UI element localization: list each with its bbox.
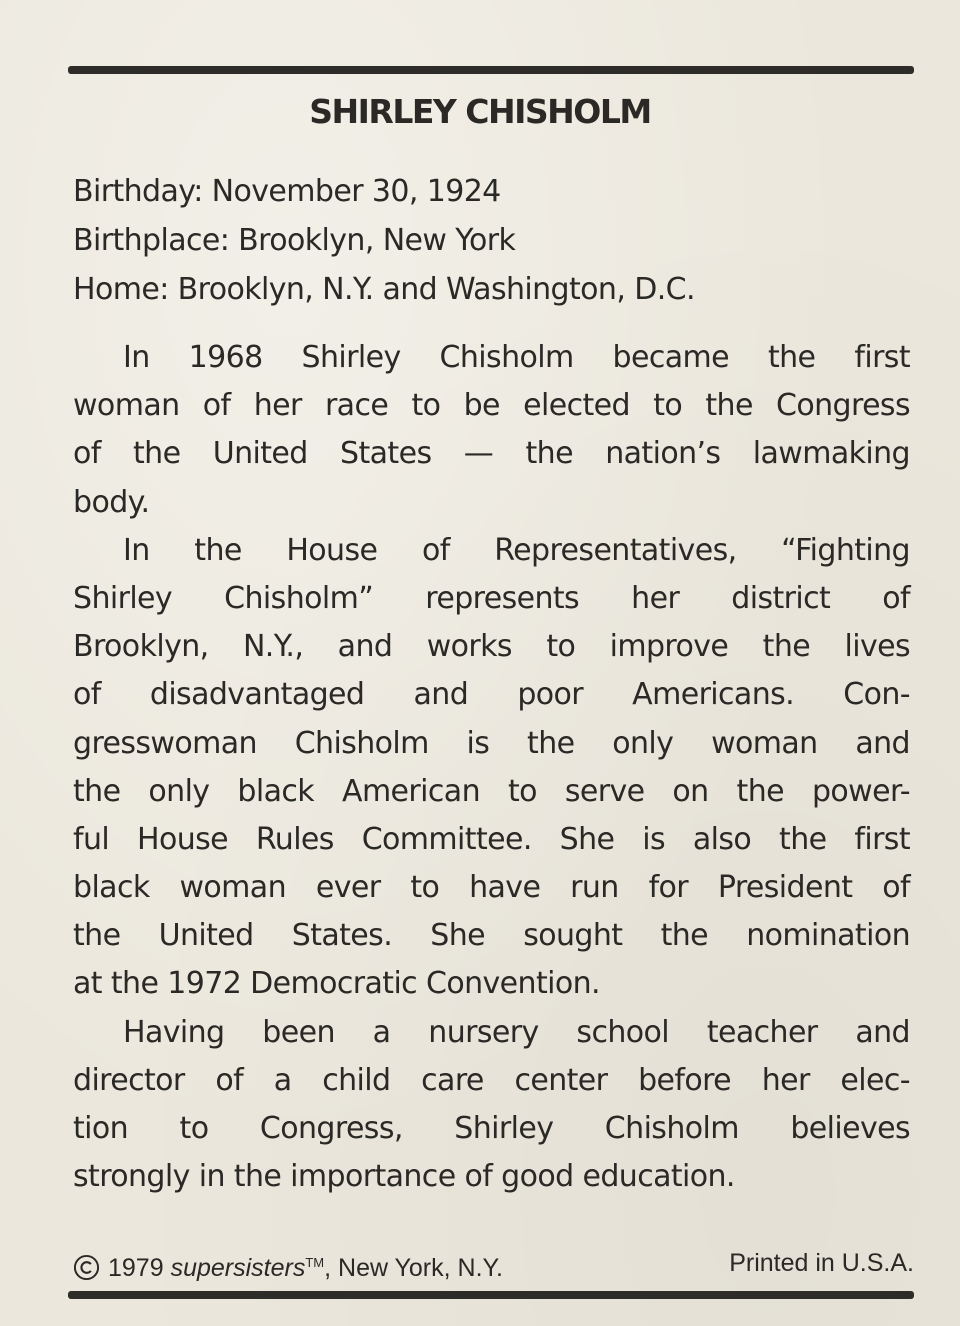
trademark-mark: TM (305, 1255, 325, 1270)
facts-block (73, 167, 923, 314)
copyright-notice (73, 1246, 503, 1285)
bio-line: Shirley Chisholm” represents her district of (73, 580, 910, 616)
bio-line: woman of her race to be elected to the Congress (73, 388, 910, 424)
bio-line: Brooklyn, N.Y., and works to improve the lives (73, 629, 910, 665)
bio-line: Having been a nursery school teacher and (123, 1014, 910, 1050)
printed-in: Printed in U.S.A. (729, 1249, 914, 1277)
bio-line: tion to Congress, Shirley Chisholm believes (73, 1111, 910, 1146)
home-line: Home: Brooklyn, N.Y. and Washington, D.C. (73, 272, 695, 307)
bio-line: strongly in the importance of good education. (73, 1159, 735, 1195)
bio-line: at the 1972 Democratic Convention. (73, 966, 600, 1002)
top-rule (68, 66, 914, 74)
publisher-location: , New York, N.Y. (324, 1254, 503, 1282)
bio-line: director of a child care center before her elec- (73, 1062, 910, 1098)
bio-line: In 1968 Shirley Chisholm became the first (123, 340, 910, 375)
bio-line: the United States. She sought the nomination (73, 918, 910, 954)
bio-line: body. (73, 484, 150, 520)
bio-line: gresswoman Chisholm is the only woman and (73, 725, 910, 761)
bio-line: of disadvantaged and poor Americans. Con- (73, 677, 910, 713)
bio-line: In the House of Representatives, “Fighting (123, 532, 910, 568)
brand-name: supersisters (170, 1254, 306, 1282)
card-title: SHIRLEY CHISHOLM (309, 92, 651, 131)
bio-line: black woman ever to have run for President of (73, 870, 910, 906)
bio-line: the only black American to serve on the power- (73, 773, 910, 809)
bio-line: of the United States — the nation’s lawmaking (73, 436, 910, 472)
copyright-year: 1979 (108, 1254, 164, 1282)
bottom-rule (68, 1291, 914, 1299)
copyright-icon (73, 1254, 100, 1281)
biography (73, 334, 910, 1201)
bio-line: ful House Rules Committee. She is also the first (73, 821, 910, 857)
birthday-line: Birthday: November 30, 1924 (73, 174, 501, 209)
footer (73, 1246, 914, 1280)
birthplace-line: Birthplace: Brooklyn, New York (73, 223, 516, 258)
